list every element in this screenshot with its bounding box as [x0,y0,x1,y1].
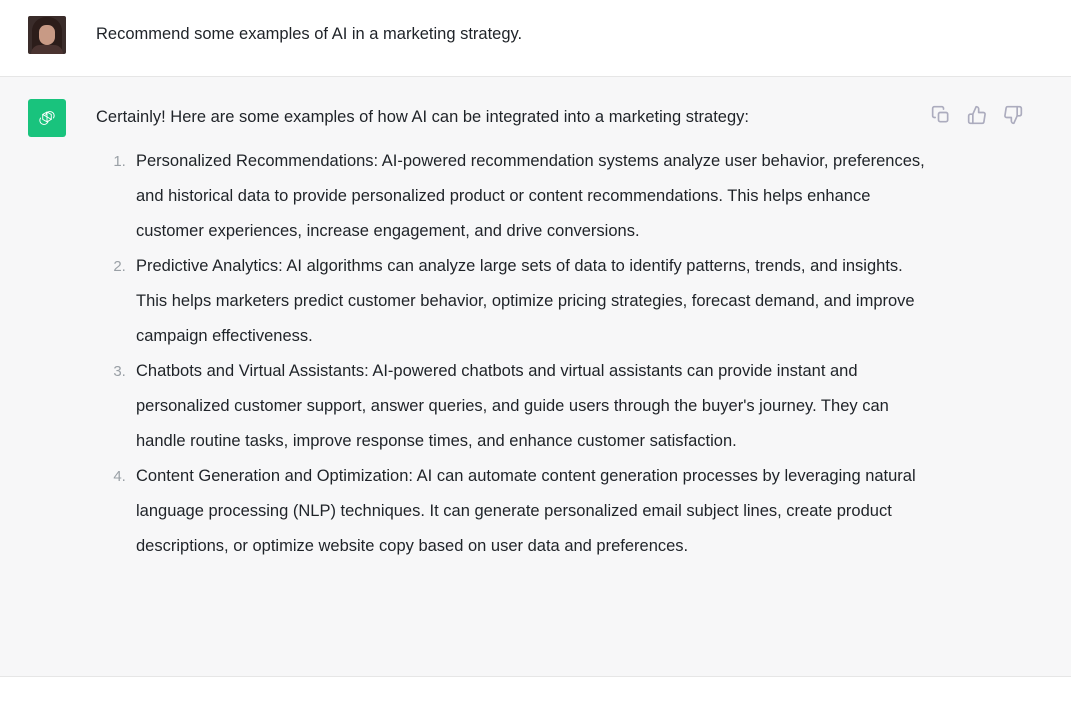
avatar-body [31,45,63,54]
copy-icon[interactable] [931,105,951,125]
message-actions [931,105,1023,125]
user-message-turn [0,0,1071,77]
thumbs-up-icon[interactable] [967,105,987,125]
list-item: 3. Chatbots and Virtual Assistants: AI-powered chatbots and virtual assistants can provide instant and personalized customer support, answer queries, and guide users through the buyer's journey. They can handle routine tasks, improve response times, and enhance customer satisfaction. [130,354,926,459]
assistant-message-turn [0,77,1071,677]
thumbs-down-icon[interactable] [1003,105,1023,125]
assistant-message-body [96,99,926,564]
user-turn-inner [0,16,1071,54]
user-message-text: Recommend some examples of AI in a marketing strategy. [96,25,523,43]
user-avatar [28,16,66,54]
list-item: 4. Content Generation and Optimization: AI can automate content generation processes by leveraging natural language processing (NLP) techniques. It can generate personalized email subject lines, create product descriptions, or optimize website copy based on user data and preferences. [130,459,926,564]
assistant-intro-text: Certainly! Here are some examples of how AI can be integrated into a marketing strategy: [96,108,749,126]
chatgpt-logo-icon [28,99,66,137]
answer-list [96,144,926,564]
list-item: 1. Personalized Recommendations: AI-powered recommendation systems analyze user behavior, preferences, and historical data to provide personalized product or content recommendations. This helps enhance customer experiences, increase engagement, and drive conversions. [130,144,926,249]
assistant-turn-inner [0,99,1071,564]
list-item: 2. Predictive Analytics: AI algorithms can analyze large sets of data to identify patterns, trends, and insights. This helps marketers predict customer behavior, optimize pricing strategies, forecast demand, and improve campaign effectiveness. [130,249,926,354]
avatar-face [39,25,55,45]
